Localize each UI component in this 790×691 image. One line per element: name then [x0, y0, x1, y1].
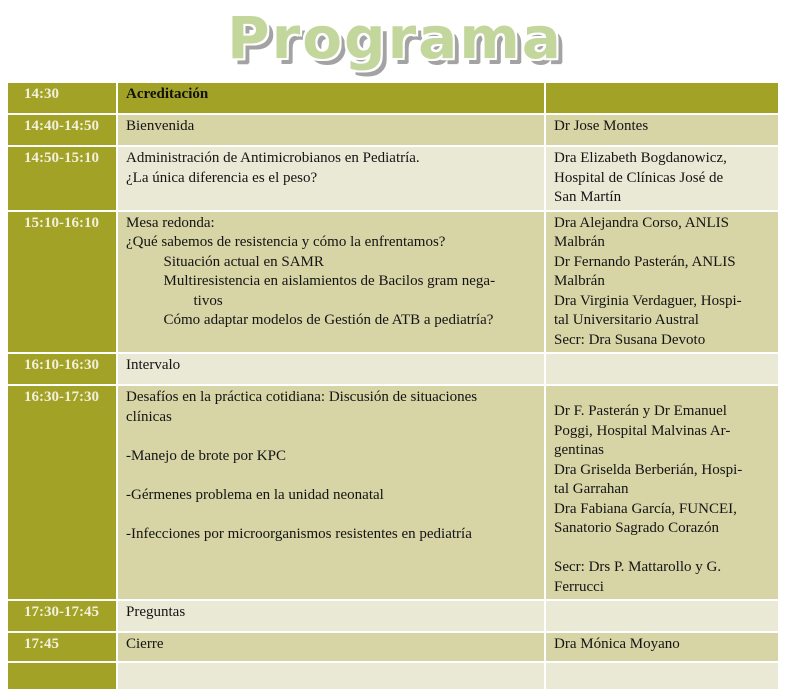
schedule-row [8, 212, 778, 353]
speakers-cell: Dr F. Pasterán y Dr Emanuel Poggi, Hospital Malvinas Ar- gentinas Dra Griselda Berberián, Hospi- tal Garrahan Dra Fabiana García, FUNCEI, Sanatorio Sagrado Corazón Secr: Drs P. Mattarollo y G. Ferrucci [546, 386, 778, 599]
topic-cell: Bienvenida [118, 115, 544, 145]
topic-cell: Preguntas [118, 601, 544, 631]
schedule-row [8, 601, 778, 631]
time-cell: 14:50-15:10 [8, 147, 116, 210]
schedule-row [8, 147, 778, 210]
time-cell: 17:45 [8, 633, 116, 661]
program-table [6, 81, 780, 691]
schedule-row [8, 83, 778, 113]
topic-cell: Administración de Antimicrobianos en Pediatría. ¿La única diferencia es el peso? [118, 147, 544, 210]
speakers-cell: Dra Alejandra Corso, ANLIS Malbrán Dr Fernando Pasterán, ANLIS Malbrán Dra Virginia Verdaguer, Hospi- tal Universitario Austral Secr: Dra Susana Devoto [546, 212, 778, 353]
time-cell: 16:10-16:30 [8, 354, 116, 384]
topic-cell: Mesa redonda: ¿Qué sabemos de resistencia y cómo la enfrentamos? Situación actual en SAMR Multiresistencia en aislamientos de Bacilos gram nega- tivos Cómo adaptar modelos de Gestión de ATB a pediatría? [118, 212, 544, 353]
title-area [0, 0, 790, 80]
topic-cell: Intervalo [118, 354, 544, 384]
topic-cell: Cierre [118, 633, 544, 661]
topic-cell: Desafíos en la práctica cotidiana: Discusión de situaciones clínicas -Manejo de brote por KPC -Gérmenes problema en la unidad neonatal -Infecciones por microorganismos resistentes en pediatría [118, 386, 544, 599]
time-cell: 15:10-16:10 [8, 212, 116, 353]
speakers-cell: Dr Jose Montes [546, 115, 778, 145]
speakers-cell: Dra Mónica Moyano [546, 633, 778, 661]
time-cell: 14:40-14:50 [8, 115, 116, 145]
topic-cell: Acreditación [118, 83, 544, 113]
time-cell: 16:30-17:30 [8, 386, 116, 599]
schedule-row [8, 633, 778, 661]
schedule-row [8, 386, 778, 599]
time-cell [8, 663, 116, 689]
schedule-row [8, 663, 778, 689]
time-cell: 14:30 [8, 83, 116, 113]
schedule-row [8, 115, 778, 145]
speakers-cell [546, 663, 778, 689]
speakers-cell [546, 354, 778, 384]
page-title: Programa [227, 4, 563, 72]
speakers-cell: Dra Elizabeth Bogdanowicz, Hospital de Clínicas José de San Martín [546, 147, 778, 210]
schedule-row [8, 354, 778, 384]
speakers-cell [546, 83, 778, 113]
time-cell: 17:30-17:45 [8, 601, 116, 631]
topic-cell [118, 663, 544, 689]
speakers-cell [546, 601, 778, 631]
